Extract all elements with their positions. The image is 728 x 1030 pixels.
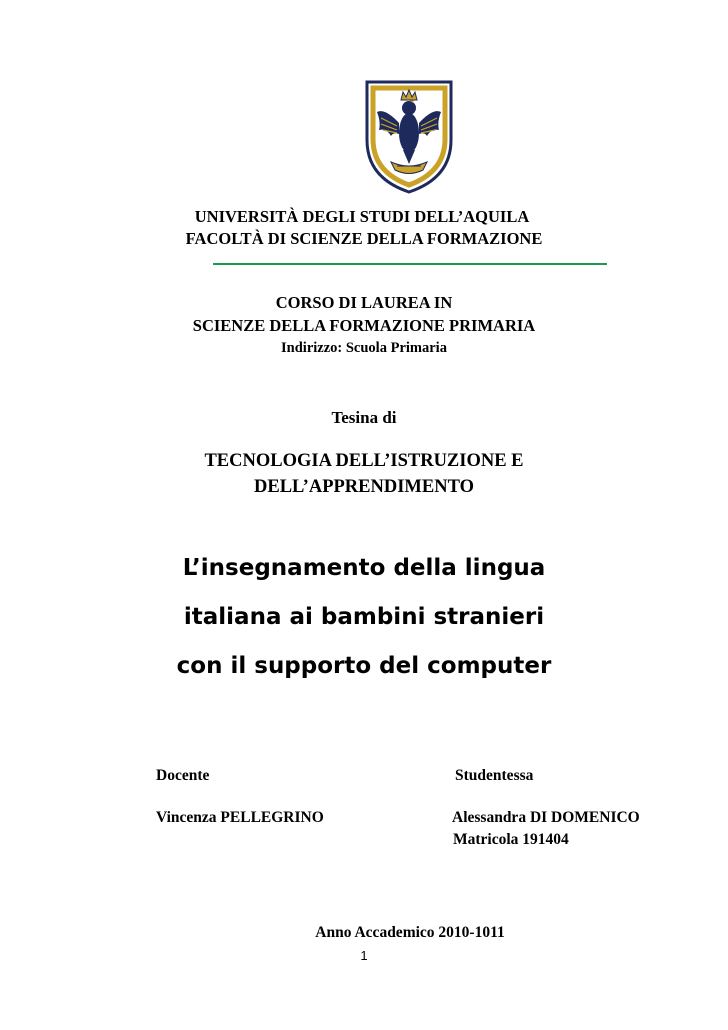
studentessa-name: Alessandra DI DOMENICO (452, 809, 640, 826)
course-line-1: CORSO DI LAUREA IN (275, 293, 453, 312)
university-name: UNIVERSITÀ DEGLI STUDI DELL’AQUILA (194, 207, 530, 226)
header-divider (213, 263, 607, 265)
docente-name: Vincenza PELLEGRINO (156, 809, 324, 826)
course-address: Indirizzo: Scuola Primaria (281, 340, 447, 356)
faculty-name: FACOLTÀ DI SCIENZE DELLA FORMAZIONE (185, 229, 543, 248)
academic-year: Anno Accademico 2010-1011 (315, 924, 505, 941)
university-crest-icon (363, 78, 455, 196)
subject-line-1: TECNOLOGIA DELL’ISTRUZIONE E (204, 451, 524, 471)
subject-line-2: DELL’APPRENDIMENTO (254, 477, 474, 497)
docente-label: Docente (156, 767, 210, 784)
studentessa-label: Studentessa (455, 767, 534, 784)
tesina-label: Tesina di (331, 408, 397, 427)
page-number: 1 (360, 948, 368, 963)
matricola: Matricola 191404 (453, 831, 569, 848)
thesis-title (40, 544, 688, 691)
course-line-2: SCIENZE DELLA FORMAZIONE PRIMARIA (192, 316, 536, 335)
title-line-3: con il supporto del computer (176, 653, 552, 679)
subject-title (40, 448, 688, 500)
title-line-1: L’insegnamento della lingua (182, 555, 546, 581)
title-line-2: italiana ai bambini stranieri (183, 604, 545, 630)
